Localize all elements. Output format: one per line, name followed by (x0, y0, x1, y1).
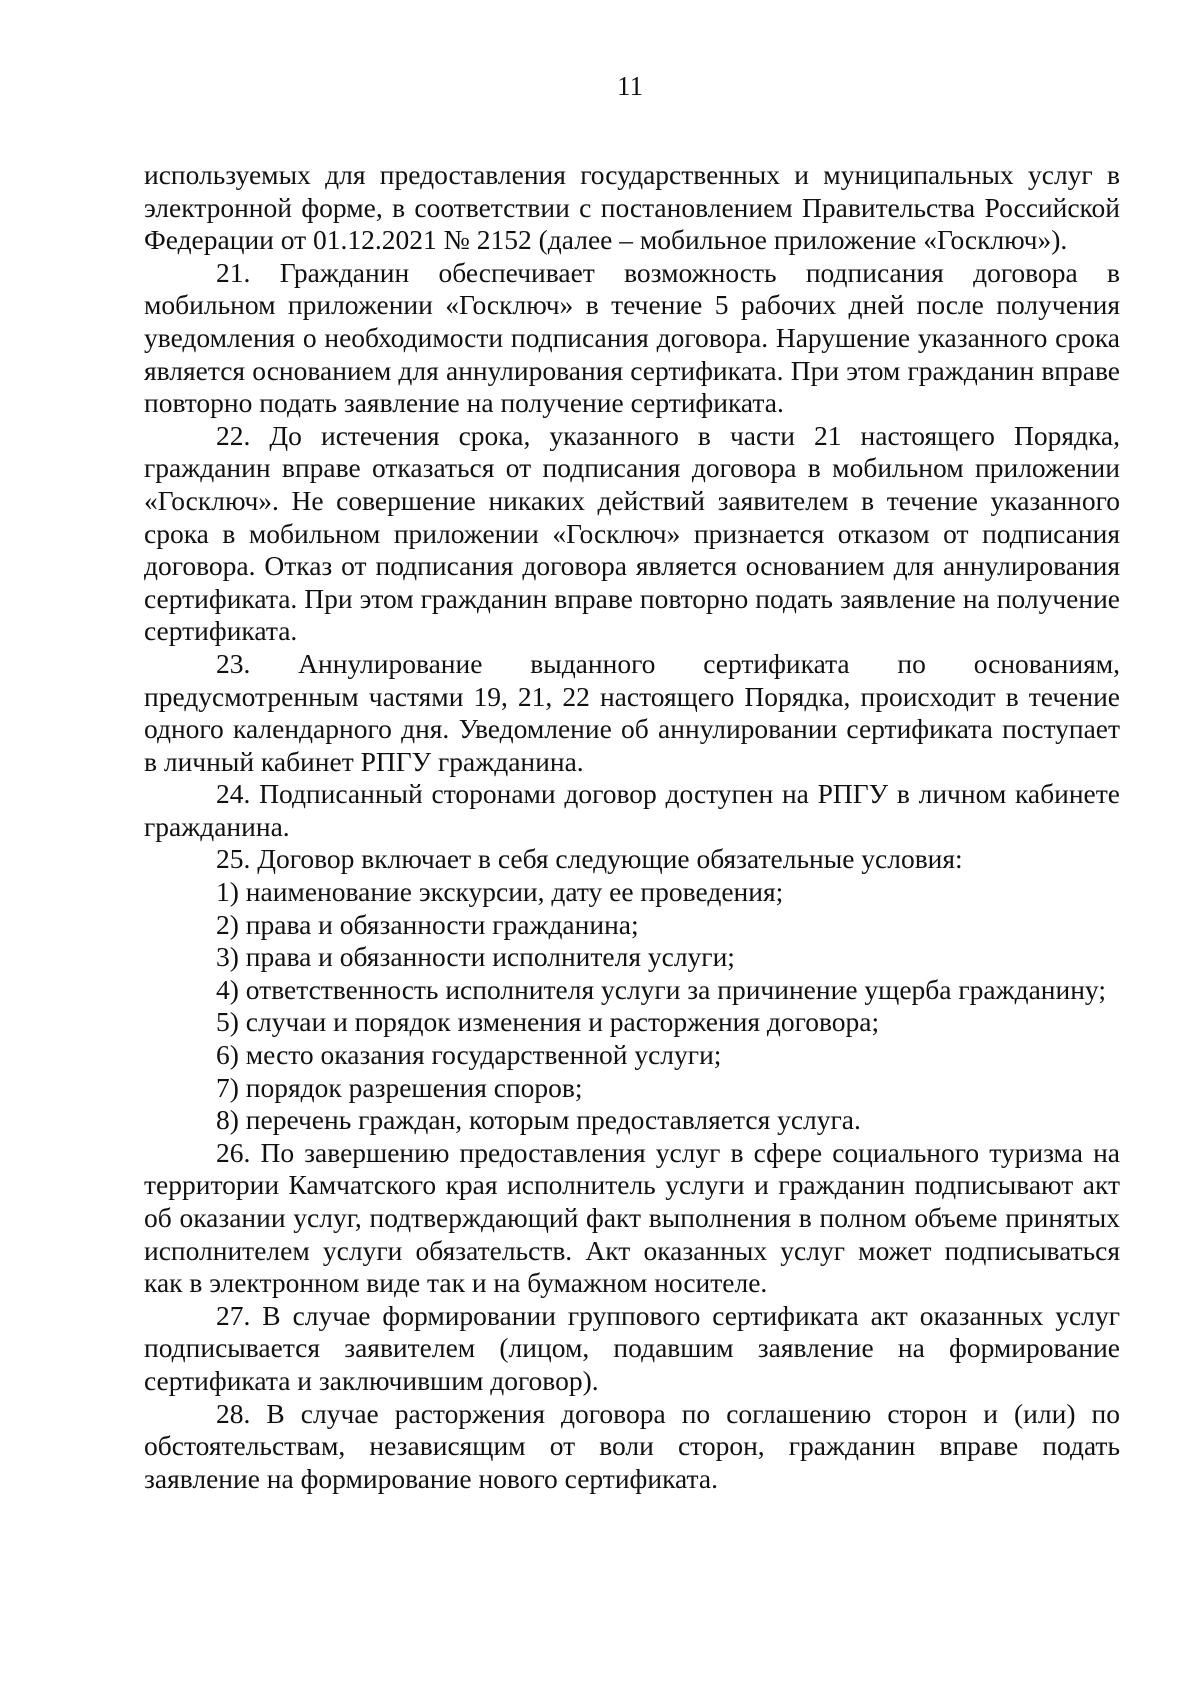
page-number: 11 (617, 71, 643, 101)
condition-item-6: 6) место оказания государственной услуги; (216, 1039, 722, 1071)
condition-item-5: 5) случаи и порядок изменения и расторжения договора; (216, 1006, 880, 1038)
condition-item-7: 7) порядок разрешения споров; (216, 1071, 583, 1103)
condition-item-4: 4) ответственность исполнителя услуги за причинение ущерба гражданину; (216, 973, 1106, 1005)
paragraph-25: 25. Договор включает в себя следующие обязательные условия: (216, 843, 963, 875)
paragraph-26: 26. По завершению предоставления услуг в сфере социального туризма на территории Камчатского края исполнитель услуги и гражданин подписывают акт об оказании услуг, подтверждающий факт выполнения в полном объеме принятых исполнителем услуги обязательств. Акт оказанных услуг может подписываться как в электронном виде так и на бумажном носителе. (144, 1136, 1120, 1299)
condition-item-8: 8) перечень граждан, которым предоставляется услуга. (216, 1104, 861, 1136)
paragraph-27: 27. В случае формировании группового сертификата акт оказанных услуг подписывается заявителем (лицом, подавшим заявление на формирование сертификата и заключившим договор). (144, 1299, 1120, 1396)
paragraph-24: 24. Подписанный сторонами договор доступен на РПГУ в личном кабинете гражданина. (144, 778, 1120, 842)
condition-item-1: 1) наименование экскурсии, дату ее проведения; (216, 876, 784, 908)
paragraph-continuation: используемых для предоставления государственных и муниципальных услуг в электронной форме, в соответствии с постановлением Правительства Российской Федерации от 01.12.2021 № 2152 (далее – мобильное приложение «Госключ»). (144, 159, 1120, 256)
paragraph-28: 28. В случае расторжения договора по соглашению сторон и (или) по обстоятельствам, независящим от воли сторон, гражданин вправе подать заявление на формирование нового сертификата. (144, 1397, 1120, 1494)
condition-item-2: 2) права и обязанности гражданина; (216, 908, 639, 940)
document-body (144, 159, 1120, 1495)
paragraph-22: 22. До истечения срока, указанного в части 21 настоящего Порядка, гражданин вправе отказаться от подписания договора в мобильном приложении «Госключ». Не совершение никаких действий заявителем в течение указанного срока в мобильном приложении «Госключ» признается отказом от подписания договора. Отказ от подписания договора является основанием для аннулирования сертификата. При этом гражданин вправе повторно подать заявление на получение сертификата. (144, 419, 1120, 647)
paragraph-23: 23. Аннулирование выданного сертификата по основаниям, предусмотренным частями 19, 21, 22 настоящего Порядка, происходит в течение одного календарного дня. Уведомление об аннулировании сертификата поступает в личный кабинет РПГУ гражданина. (144, 647, 1120, 777)
condition-item-3: 3) права и обязанности исполнителя услуги; (216, 941, 735, 973)
paragraph-21: 21. Гражданин обеспечивает возможность подписания договора в мобильном приложении «Госключ» в течение 5 рабочих дней после получения уведомления о необходимости подписания договора. Нарушение указанного срока является основанием для аннулирования сертификата. При этом гражданин вправе повторно подать заявление на получение сертификата. (144, 256, 1120, 419)
